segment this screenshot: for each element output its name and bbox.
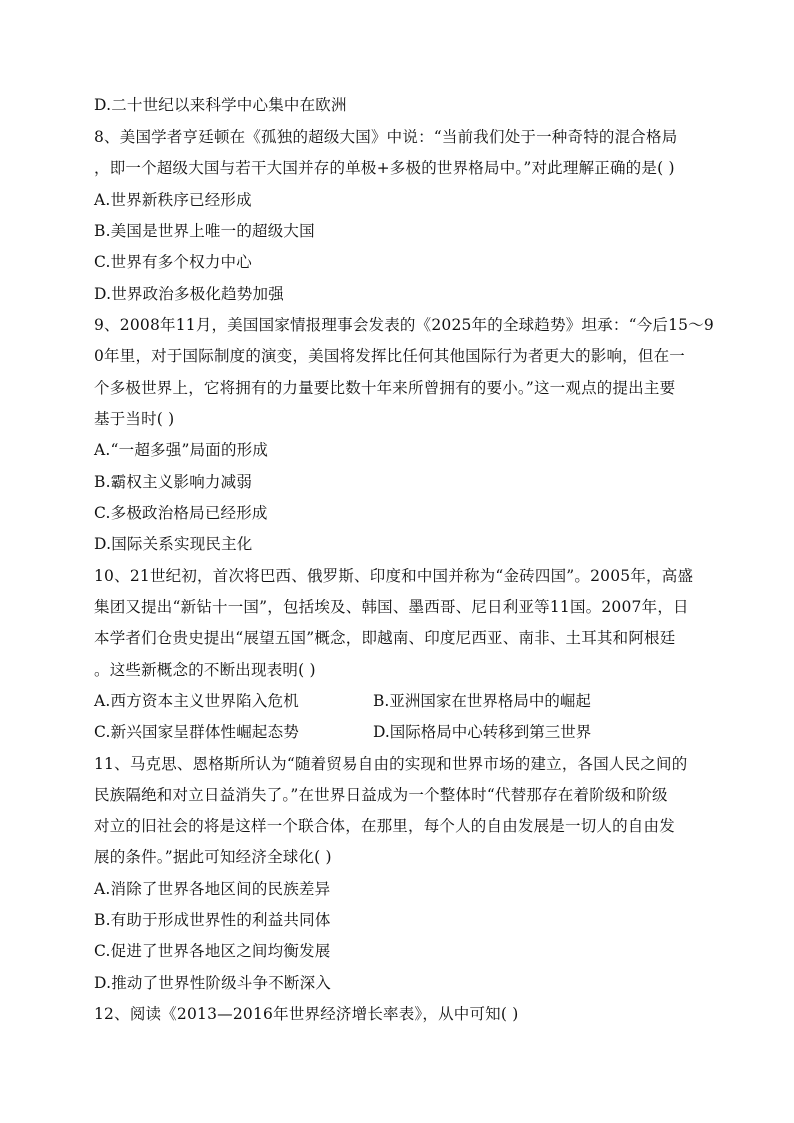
- q10-option-a: A.西方资本主义世界陷入危机: [94, 692, 299, 710]
- q11-stem-line-3: 对立的旧社会的将是这样一个联合体，在那里，每个人的自由发展是一切人的自由发: [94, 817, 675, 835]
- q7-option-d: D.二十世纪以来科学中心集中在欧洲: [94, 96, 347, 114]
- q10-stem-line-4: 。这些新概念的不断出现表明( ): [94, 661, 316, 679]
- q11-stem-line-4: 展的条件。”据此可知经济全球化( ): [94, 848, 332, 866]
- q9-stem-line-4: 基于当时( ): [94, 410, 175, 428]
- q8-option-a: A.世界新秩序已经形成: [94, 191, 252, 209]
- q9-option-d: D.国际关系实现民主化: [94, 535, 253, 553]
- q10-stem-line-3: 本学者们仓贵史提出“展望五国”概念，即越南、印度尼西亚、南非、土耳其和阿根廷: [94, 629, 676, 647]
- q11-option-c: C.促进了世界各地区之间均衡发展: [94, 942, 331, 960]
- q10-option-b: B.亚洲国家在世界格局中的崛起: [373, 692, 591, 710]
- q11-option-d: D.推动了世界性阶级斗争不断深入: [94, 974, 332, 992]
- q9-option-a: A.“一超多强”局面的形成: [94, 441, 269, 459]
- q10-stem-line-2: 集团又提出“新钻十一国”，包括埃及、韩国、墨西哥、尼日利亚等11国。2007年，日: [94, 598, 689, 616]
- q11-stem-line-2: 民族隔绝和对立日益消失了。”在世界日益成为一个整体时“代替那存在着阶级和阶级: [94, 786, 668, 804]
- q11-stem-line-1: 11、马克思、恩格斯所认为“随着贸易自由的实现和世界市场的建立，各国人民之间的: [94, 755, 688, 773]
- q10-option-c: C.新兴国家呈群体性崛起态势: [94, 723, 300, 741]
- q8-option-d: D.世界政治多极化趋势加强: [94, 285, 284, 303]
- q10-stem-line-1: 10、21世纪初，首次将巴西、俄罗斯、印度和中国并称为“金砖四国”。2005年，高盛: [94, 567, 694, 585]
- q12-stem-line-1: 12、阅读《2013—2016年世界经济增长率表》，从中可知( ): [94, 1005, 519, 1023]
- q9-stem-line-3: 个多极世界上，它将拥有的力量要比数十年来所曾拥有的要小。”这一观点的提出主要: [94, 379, 676, 397]
- q8-stem-line-2: ，即一个超级大国与若干大国并存的单极+多极的世界格局中。”对此理解正确的是( ): [94, 159, 675, 177]
- q8-option-c: C.世界有多个权力中心: [94, 253, 252, 271]
- q10-option-d: D.国际格局中心转移到第三世界: [373, 723, 592, 741]
- q9-option-c: C.多极政治格局已经形成: [94, 504, 268, 522]
- q9-option-b: B.霸权主义影响力减弱: [94, 473, 253, 491]
- q11-option-b: B.有助于形成世界性的利益共同体: [94, 911, 331, 929]
- q9-stem-line-1: 9、2008年11月，美国国家情报理事会发表的《2025年的全球趋势》坦承：“今后15～9: [94, 316, 714, 334]
- q9-stem-line-2: 0年里，对于国际制度的演变，美国将发挥比任何其他国际行为者更大的影响，但在一: [94, 347, 685, 365]
- q8-stem-line-1: 8、美国学者亨廷顿在《孤独的超级大国》中说：“当前我们处于一种奇特的混合格局: [94, 128, 678, 146]
- q11-option-a: A.消除了世界各地区间的民族差异: [94, 880, 331, 898]
- q8-option-b: B.美国是世界上唯一的超级大国: [94, 222, 315, 240]
